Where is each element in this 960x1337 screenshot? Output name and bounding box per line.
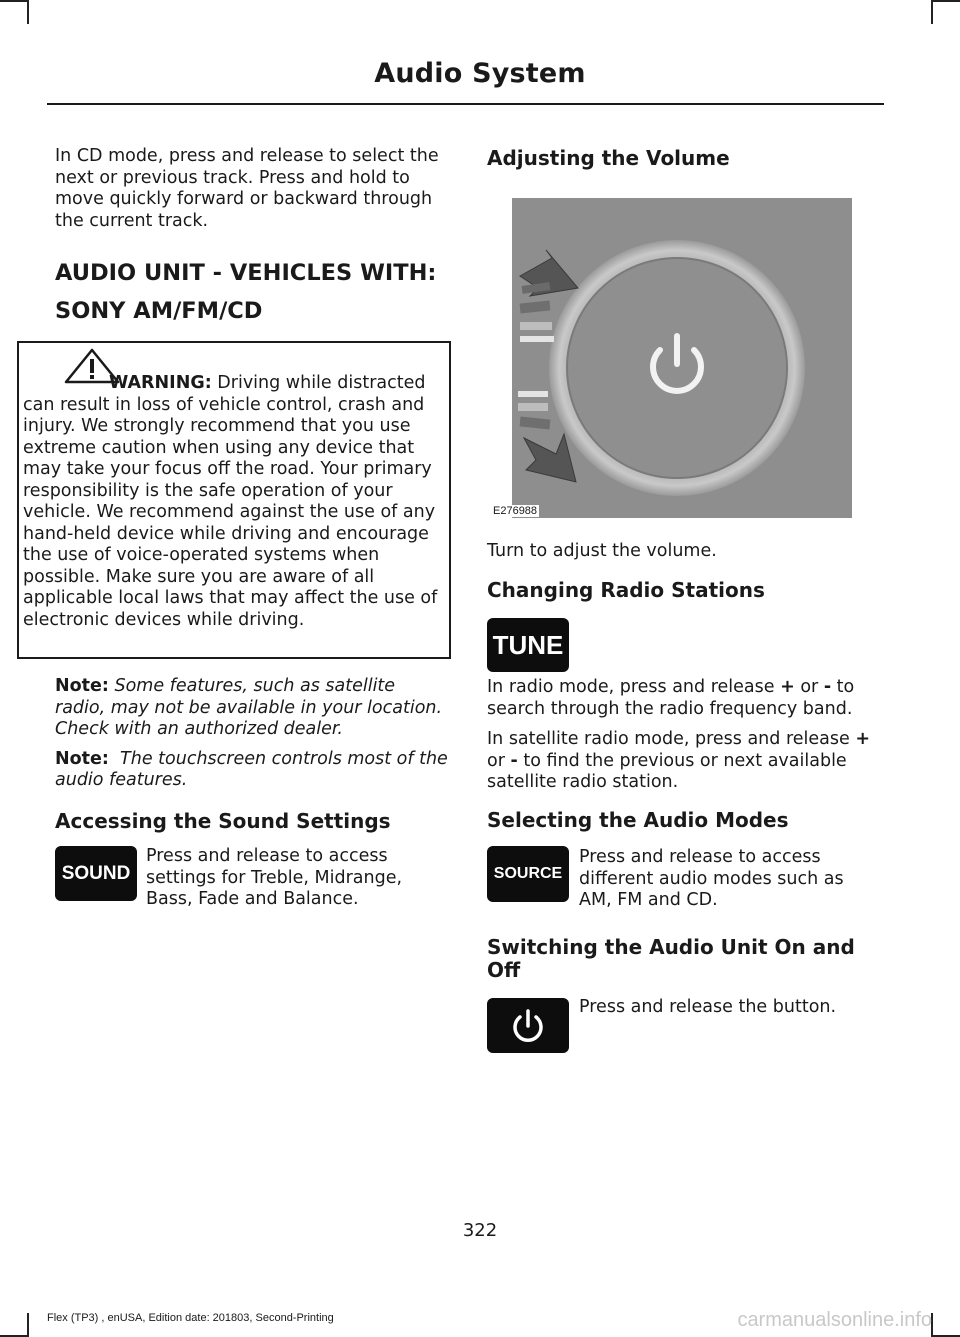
- volume-description: Turn to adjust the volume.: [487, 541, 717, 561]
- note-label: Note:: [55, 676, 109, 696]
- note-text: The touchscreen controls most of the audio features.: [55, 748, 448, 790]
- satellite-text-end: to find the previous or next available satellite radio station.: [487, 750, 847, 792]
- modes-description: Press and release to access different audio modes such as AM, FM and CD.: [579, 847, 844, 910]
- header-divider: [47, 103, 884, 105]
- note-touchscreen: [55, 749, 450, 792]
- volume-knob-image: [512, 198, 852, 518]
- sound-description: Press and release to access settings for Treble, Midrange, Bass, Fade and Balance.: [146, 846, 403, 909]
- sound-key-label: SOUND: [61, 862, 131, 884]
- note-label: Note:: [55, 748, 109, 769]
- tune-key-icon: [487, 618, 569, 672]
- page-number: 322: [462, 1220, 498, 1241]
- modes-heading: Selecting the Audio Modes: [487, 808, 789, 832]
- power-heading: Switching the Audio Unit On and Off: [487, 935, 855, 982]
- power-key-icon: [487, 998, 569, 1053]
- sound-key-icon: [55, 846, 137, 901]
- or-word: or: [487, 750, 505, 771]
- intro-paragraph: In CD mode, press and release to select the next or previous track. Press and hold to move quickly forward or backward through the current track.: [55, 146, 439, 231]
- section-title-line-2: SONY AM/FM/CD: [55, 298, 263, 324]
- volume-knob-illustration: [512, 198, 852, 518]
- section-title-line-1: AUDIO UNIT - VEHICLES WITH:: [55, 260, 437, 286]
- plus-symbol: +: [855, 729, 871, 749]
- radio-heading: Changing Radio Stations: [487, 578, 765, 602]
- crop-mark: [932, 0, 960, 2]
- satellite-description: [487, 729, 882, 794]
- minus-symbol: -: [510, 750, 518, 771]
- warning-body: Driving while distracted can result in loss of vehicle control, crash and injury. We strongly recommend that you use extreme caution when using any device that may take your focus off the road. Your primary responsibility is the safe operation of your vehicle. We recommend against the use of any hand-held device while driving and encourage the use of voice-operated systems when possible. Make sure you are aware of all applicable local laws that may affect the use of electronic devices while driving.: [23, 373, 438, 630]
- watermark: carmanualsonline.info: [737, 1309, 932, 1331]
- crop-mark: [27, 1313, 29, 1337]
- radio-text-end: to search through the radio frequency band.: [487, 677, 855, 719]
- crop-mark: [0, 0, 28, 2]
- note-satellite: [55, 676, 450, 741]
- image-code: E276988: [493, 505, 538, 517]
- notes: [55, 676, 450, 833]
- source-key-icon: [487, 846, 569, 902]
- or-word: or: [800, 677, 819, 697]
- power-description: Press and release the button.: [579, 997, 837, 1017]
- satellite-text-start: In satellite radio mode, press and release: [487, 729, 850, 749]
- note-text: Some features, such as satellite radio, may not be available in your location. Check with an authorized dealer.: [55, 676, 443, 739]
- footer-edition: Flex (TP3) , enUSA, Edition date: 201803, Second-Printing: [47, 1312, 334, 1324]
- sound-settings-heading: Accessing the Sound Settings: [55, 808, 391, 833]
- crop-mark: [931, 0, 933, 24]
- minus-symbol: -: [823, 677, 832, 697]
- crop-mark: [27, 0, 29, 24]
- page-title: Audio System: [374, 58, 586, 89]
- warning-box: [17, 341, 451, 659]
- power-icon: [508, 1006, 548, 1046]
- tune-key-label: TUNE: [492, 629, 564, 660]
- radio-text-start: In radio mode, press and release: [487, 677, 775, 697]
- volume-heading: Adjusting the Volume: [487, 146, 730, 170]
- radio-description: [487, 677, 882, 720]
- plus-symbol: +: [780, 677, 795, 697]
- left-column: [55, 146, 450, 326]
- warning-label: WARNING:: [109, 373, 212, 393]
- source-key-label: SOURCE: [493, 865, 563, 882]
- warning-text: [23, 373, 447, 631]
